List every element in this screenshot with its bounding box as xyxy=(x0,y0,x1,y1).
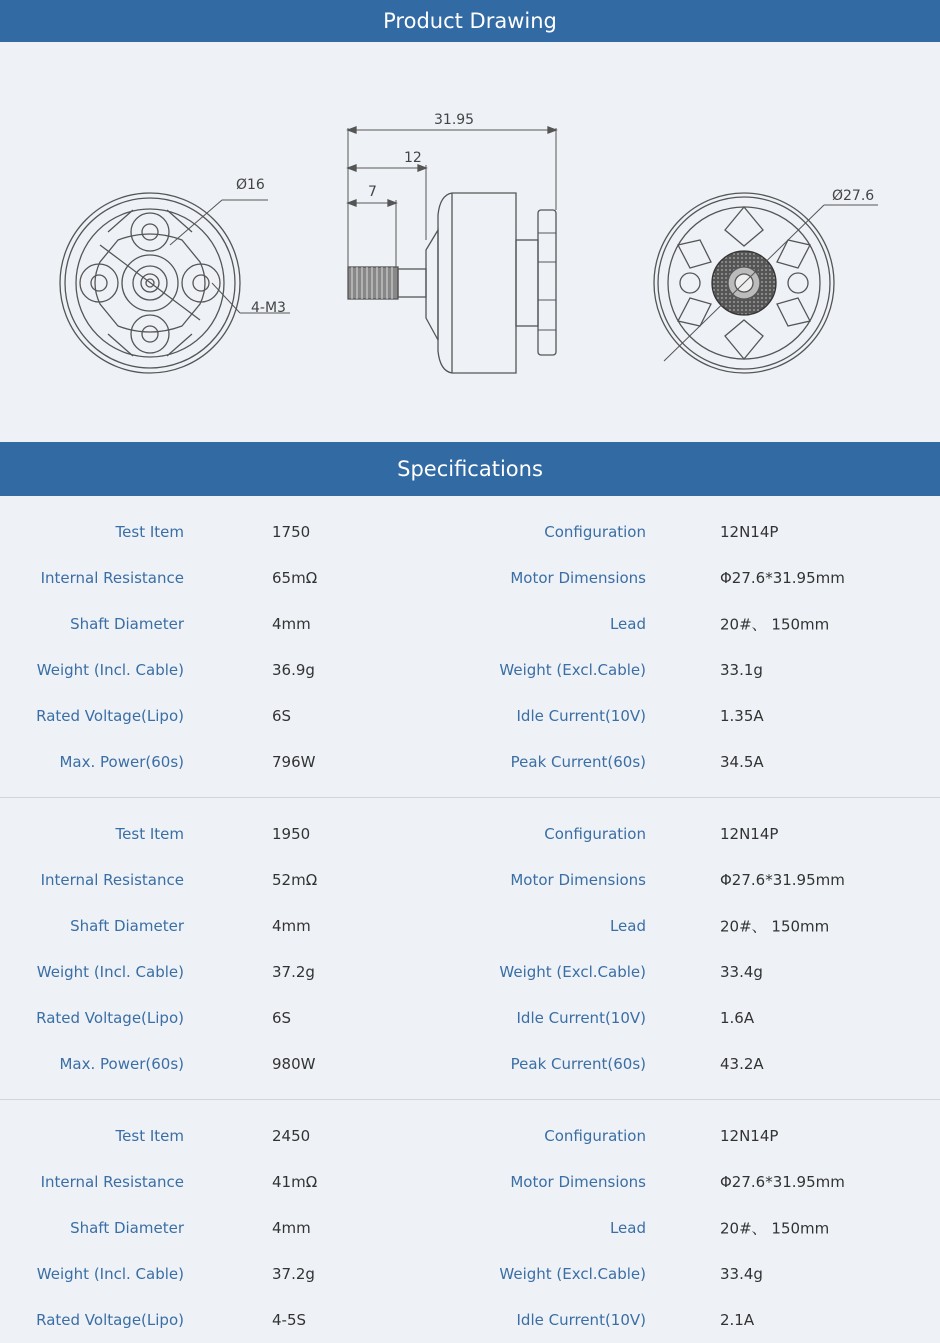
right-diameter-label: Ø27.6 xyxy=(832,188,875,204)
spec-value: 6S xyxy=(272,1009,292,1027)
spec-label: Test Item xyxy=(115,825,184,843)
spec-label: Peak Current(60s) xyxy=(510,753,646,771)
spec-label: Weight (Incl. Cable) xyxy=(36,661,184,679)
spec-value: 2.1A xyxy=(720,1311,755,1329)
spec-row xyxy=(0,811,940,857)
spec-label: Weight (Incl. Cable) xyxy=(36,1265,184,1283)
spec-value: 36.9g xyxy=(272,661,315,679)
spec-label: Configuration xyxy=(544,523,646,541)
spec-label: Weight (Excl.Cable) xyxy=(499,661,646,679)
section-divider xyxy=(0,797,940,798)
spec-label: Shaft Diameter xyxy=(70,1219,184,1237)
spec-label: Internal Resistance xyxy=(40,871,184,889)
specifications-title: Specifications xyxy=(397,457,543,481)
spec-row xyxy=(0,857,940,903)
spec-value: 20#、 150mm xyxy=(720,1219,830,1238)
spec-value: 33.4g xyxy=(720,1265,763,1283)
spec-label: Test Item xyxy=(115,1127,184,1145)
screw-label: 4-M3 xyxy=(251,300,286,316)
spec-value: 1.6A xyxy=(720,1009,755,1027)
motor-base-view xyxy=(60,193,290,373)
spec-row xyxy=(0,601,940,647)
spec-value: 4mm xyxy=(272,615,311,633)
spec-label: Rated Voltage(Lipo) xyxy=(36,1311,184,1329)
spec-value: 37.2g xyxy=(272,963,315,981)
length-total-label: 31.95 xyxy=(434,112,475,128)
motor-side-view xyxy=(348,127,556,373)
spec-value: 34.5A xyxy=(720,753,764,771)
spec-label: Internal Resistance xyxy=(40,569,184,587)
spec-label: Max. Power(60s) xyxy=(59,1055,184,1073)
spec-row xyxy=(0,555,940,601)
spec-value: 980W xyxy=(272,1055,316,1073)
spec-label: Rated Voltage(Lipo) xyxy=(36,1009,184,1027)
spec-value: Φ27.6*31.95mm xyxy=(720,569,845,587)
spec-value: 65mΩ xyxy=(272,569,318,587)
spec-label: Idle Current(10V) xyxy=(516,1009,646,1027)
spec-label: Internal Resistance xyxy=(40,1173,184,1191)
spec-label: Motor Dimensions xyxy=(510,569,646,587)
spec-value: 52mΩ xyxy=(272,871,318,889)
spec-value: 4mm xyxy=(272,1219,311,1237)
spec-label: Peak Current(60s) xyxy=(510,1055,646,1073)
section-divider xyxy=(0,1099,940,1100)
spec-value: Φ27.6*31.95mm xyxy=(720,1173,845,1191)
spec-label: Configuration xyxy=(544,825,646,843)
spec-value: 33.1g xyxy=(720,661,763,679)
spec-value: 4-5S xyxy=(272,1311,307,1329)
spec-label: Lead xyxy=(609,917,646,935)
spec-row xyxy=(0,949,940,995)
spec-value: 12N14P xyxy=(720,523,779,541)
spec-label: Weight (Excl.Cable) xyxy=(499,1265,646,1283)
spec-value: 1.35A xyxy=(720,707,764,725)
spec-label: Idle Current(10V) xyxy=(516,707,646,725)
motor-bell-view xyxy=(654,193,878,373)
spec-label: Idle Current(10V) xyxy=(516,1311,646,1329)
spec-label: Test Item xyxy=(115,523,184,541)
spec-row xyxy=(0,1159,940,1205)
spec-value: Φ27.6*31.95mm xyxy=(720,871,845,889)
spec-row xyxy=(0,903,940,949)
spec-value: 796W xyxy=(272,753,316,771)
spec-value: 41mΩ xyxy=(272,1173,318,1191)
length-7-label: 7 xyxy=(368,184,377,200)
left-diameter-label: Ø16 xyxy=(236,177,265,193)
spec-row xyxy=(0,1041,940,1087)
spec-label: Rated Voltage(Lipo) xyxy=(36,707,184,725)
spec-row xyxy=(0,509,940,555)
spec-label: Weight (Excl.Cable) xyxy=(499,963,646,981)
spec-label: Weight (Incl. Cable) xyxy=(36,963,184,981)
product-drawing xyxy=(0,42,940,442)
spec-row xyxy=(0,1113,940,1159)
spec-label: Motor Dimensions xyxy=(510,871,646,889)
spec-value: 4mm xyxy=(272,917,311,935)
spec-label: Lead xyxy=(609,1219,646,1237)
spec-row xyxy=(0,647,940,693)
spec-value: 12N14P xyxy=(720,825,779,843)
spec-value: 43.2A xyxy=(720,1055,764,1073)
spec-label: Shaft Diameter xyxy=(70,615,184,633)
specifications-banner xyxy=(0,442,940,496)
spec-label: Shaft Diameter xyxy=(70,917,184,935)
spec-row xyxy=(0,1205,940,1251)
spec-label: Lead xyxy=(609,615,646,633)
spec-row xyxy=(0,693,940,739)
spec-label: Motor Dimensions xyxy=(510,1173,646,1191)
spec-row xyxy=(0,1251,940,1297)
spec-value: 20#、 150mm xyxy=(720,917,830,936)
spec-value: 37.2g xyxy=(272,1265,315,1283)
spec-row xyxy=(0,995,940,1041)
spec-value: 1950 xyxy=(272,825,311,843)
spec-value: 12N14P xyxy=(720,1127,779,1145)
motor-drawing-svg xyxy=(0,42,940,442)
spec-label: Max. Power(60s) xyxy=(59,753,184,771)
length-12-label: 12 xyxy=(404,150,422,166)
spec-value: 20#、 150mm xyxy=(720,615,830,634)
spec-value: 1750 xyxy=(272,523,311,541)
spec-value: 33.4g xyxy=(720,963,763,981)
product-drawing-title: Product Drawing xyxy=(383,9,557,33)
spec-value: 6S xyxy=(272,707,292,725)
spec-value: 2450 xyxy=(272,1127,311,1145)
product-drawing-banner xyxy=(0,0,940,42)
spec-row xyxy=(0,1297,940,1343)
spec-label: Configuration xyxy=(544,1127,646,1145)
spec-row xyxy=(0,739,940,785)
